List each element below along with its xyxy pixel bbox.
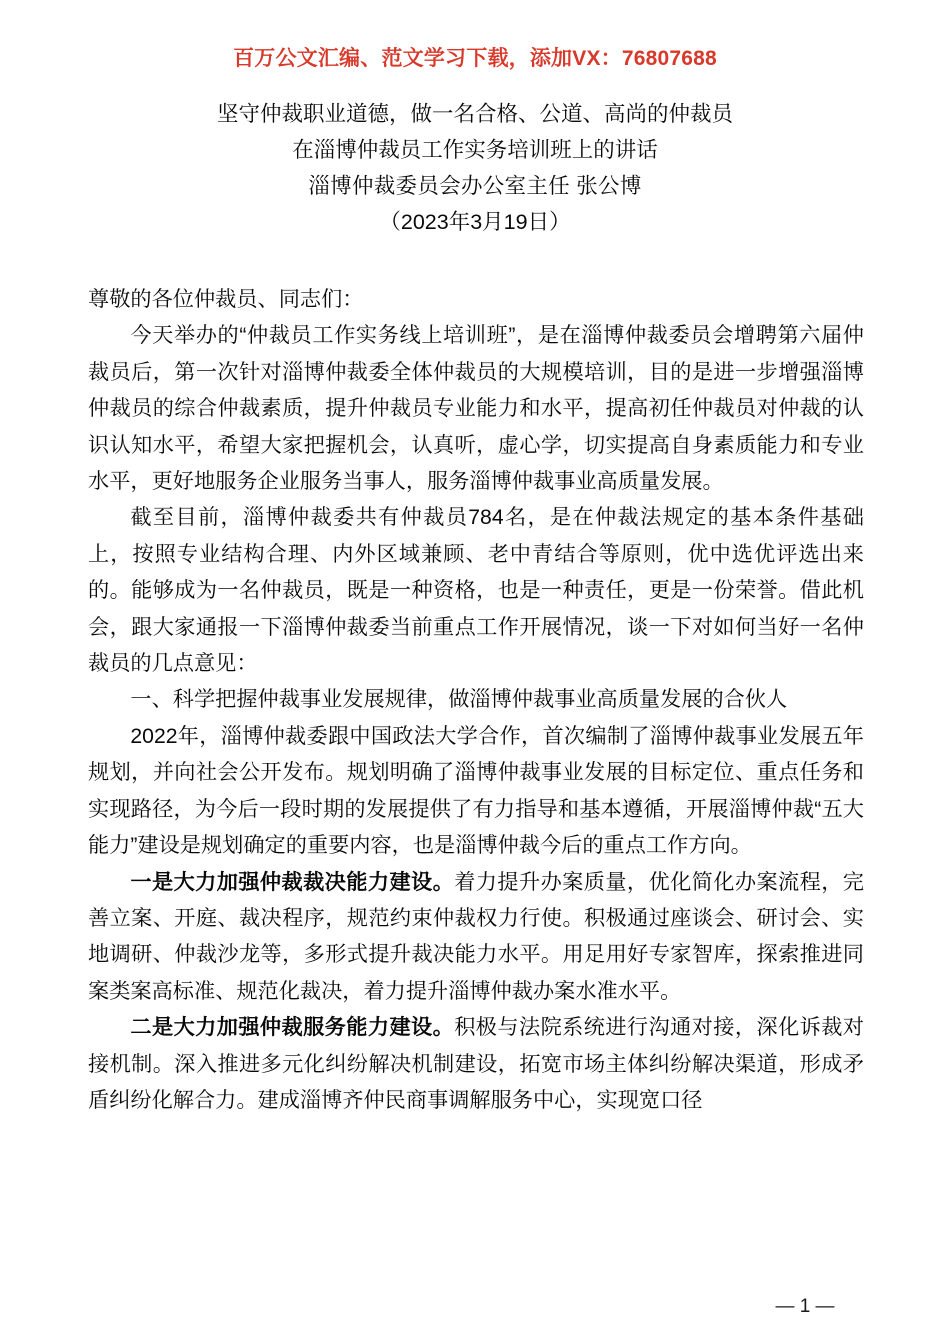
- body-paragraph-4-lead: 一是大力加强仲裁裁决能力建设。: [130, 870, 455, 894]
- page-number: — 1 —: [775, 1296, 835, 1317]
- promo-banner-text: 百万公文汇编、范文学习下载，添加VX：76807688: [233, 47, 717, 70]
- body-paragraph-4-rest: 着力提升办案质量，优化简化办案流程，完善立案、开庭、裁决程序，规范约束仲裁权力行使。积极通过座谈会、研讨会、实地调研、仲裁沙龙等，多形式提升裁决能力水平。用足用好专家智库，探索推进同案类案高标准、规范化裁决，着力提升淄博仲裁办案水准水平。: [88, 870, 864, 1003]
- section-heading-1: 一、科学把握仲裁事业发展规律，做淄博仲裁事业高质量发展的合伙人: [130, 688, 788, 712]
- body-paragraph-2: 截至目前，淄博仲裁委共有仲裁员784名，是在仲裁法规定的基本条件基础上，按照专业结构合理、内外区域兼顾、老中青结合等原则，优中选优评选出来的。能够成为一名仲裁员，既是一种资格，也是一种责任，更是一份荣誉。借此机会，跟大家通报一下淄博仲裁委当前重点工作开展情况，谈一下对如何当好一名仲裁员的几点意见：: [88, 506, 864, 676]
- body-paragraph-3: 2022年，淄博仲裁委跟中国政法大学合作，首次编制了淄博仲裁事业发展五年规划，并向社会公开发布。规划明确了淄博仲裁事业发展的目标定位、重点任务和实现路径，为今后一段时期的发展提供了有力指导和基本遵循，开展淄博仲裁“五大能力”建设是规划确定的重要内容，也是淄博仲裁今后的重点工作方向。: [88, 724, 864, 858]
- document-title-block: [88, 96, 862, 240]
- document-author-byline: 淄博仲裁委员会办公室主任 张公博: [308, 174, 642, 198]
- document-body: [88, 282, 864, 1119]
- document-dateline: （2023年3月19日）: [379, 210, 571, 234]
- document-subtitle-line: 在淄博仲裁员工作实务培训班上的讲话: [292, 138, 658, 162]
- document-title-line-1: 坚守仲裁职业道德，做一名合格、公道、高尚的仲裁员: [216, 102, 733, 126]
- page-footer: [0, 1296, 950, 1318]
- body-paragraph-5-lead: 二是大力加强仲裁服务能力建设。: [130, 1016, 455, 1040]
- body-paragraph-1: 今天举办的“仲裁员工作实务线上培训班”，是在淄博仲裁委员会增聘第六届仲裁员后，第一次针对淄博仲裁委全体仲裁员的大规模培训，目的是进一步增强淄博仲裁员的综合仲裁素质，提升仲裁员专业能力和水平，提高初任仲裁员对仲裁的认识认知水平，希望大家把握机会，认真听，虚心学，切实提高自身素质能力和专业水平，更好地服务企业服务当事人，服务淄博仲裁事业高质量发展。: [88, 324, 864, 494]
- salutation-paragraph: 尊敬的各位仲裁员、同志们：: [88, 288, 364, 311]
- body-paragraph-4: [88, 865, 864, 1011]
- body-paragraph-5-rest: 积极与法院系统进行沟通对接，深化诉裁对接机制。深入推进多元化纠纷解决机制建设，拓宽市场主体纠纷解决渠道，形成矛盾纠纷化解合力。建成淄博齐仲民商事调解服务中心，实现宽口径: [88, 1016, 864, 1112]
- body-paragraph-5: [88, 1010, 864, 1119]
